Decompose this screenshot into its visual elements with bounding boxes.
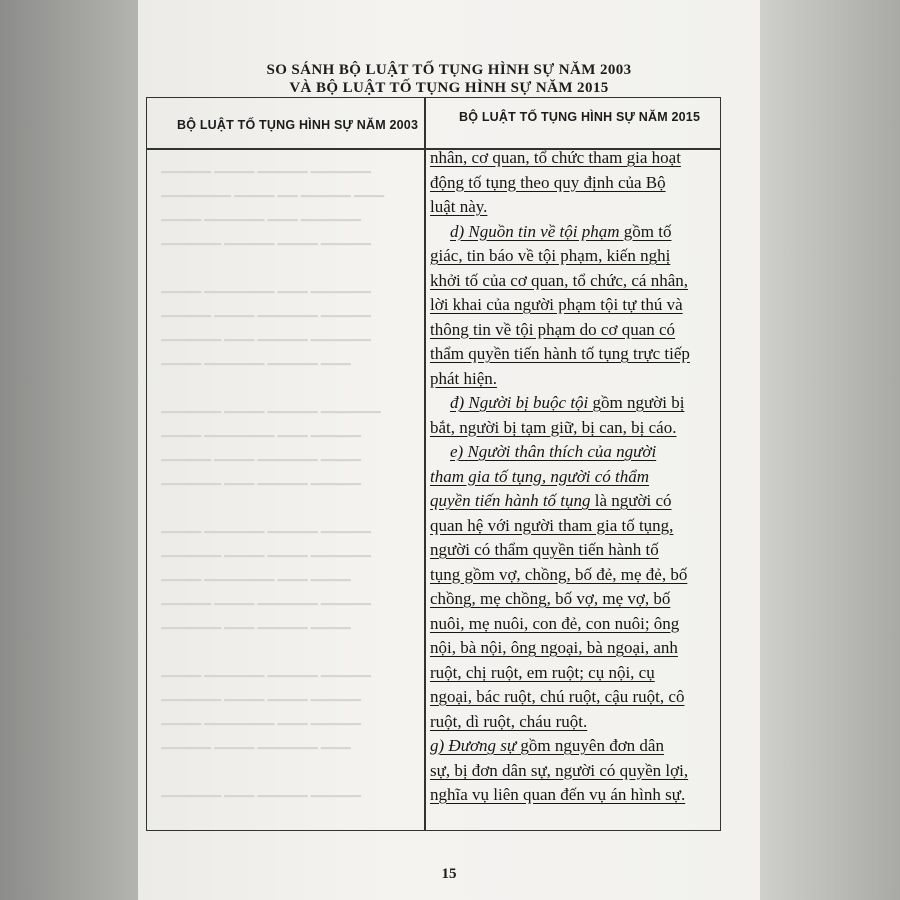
text-line: ruột, chị ruột, em ruột; cụ nội, cụ	[430, 662, 655, 682]
text-line: lời khai của người phạm tội tự thú và	[430, 295, 683, 314]
text-line: nội, bà nội, ông ngoại, bà ngoại, anh	[430, 638, 678, 657]
paragraph-continuation	[430, 146, 710, 220]
paragraph-d	[430, 220, 710, 245]
paragraph-dd	[430, 391, 710, 416]
paragraph-e	[430, 440, 710, 465]
text-line	[450, 220, 710, 245]
text-line	[430, 734, 710, 759]
text-line: giác, tin báo về tội phạm, kiến nghị	[430, 246, 671, 265]
paragraph-d-body	[430, 244, 710, 391]
text-line: quan hệ với người tham gia tố tụng,	[430, 515, 674, 535]
text-line	[450, 391, 710, 416]
text-line: e) Người thân thích của người	[450, 442, 657, 461]
page-title-line-2: VÀ BỘ LUẬT TỐ TỤNG HÌNH SỰ NĂM 2015	[289, 80, 609, 96]
header-2015: BỘ LUẬT TỐ TỤNG HÌNH SỰ NĂM 2015	[459, 110, 701, 124]
text-line: ruột, dì ruột, cháu ruột.	[430, 711, 588, 731]
text-line: luật này.	[430, 197, 488, 216]
paragraph-g-body	[430, 759, 710, 808]
page-title-line-1: SO SÁNH BỘ LUẬT TỐ TỤNG HÌNH SỰ NĂM 2003	[266, 62, 632, 78]
text-fragment: gồm người bị	[588, 393, 685, 412]
text-line: tụng gồm vợ, chồng, bố đẻ, mẹ đẻ, bố	[430, 564, 688, 584]
paragraph-g	[430, 734, 710, 759]
text-fragment: gồm tố	[619, 221, 672, 241]
bleed-through-text: ▁▁▁▁▁ ▁▁▁▁ ▁▁▁▁▁ ▁▁▁▁▁▁ ▁▁▁▁▁▁▁ ▁▁▁▁ ▁▁ ▁▁▁▁▁ ▁▁▁ ▁▁▁▁ ▁▁▁▁▁▁ ▁▁▁ ▁▁▁▁▁▁ ▁▁▁▁▁▁ ▁▁▁▁▁ ▁▁▁▁ ▁▁▁▁▁ ▁▁▁▁ ▁▁▁▁▁▁▁ ▁▁▁ ▁▁▁▁▁▁ ▁▁▁▁▁ ▁▁▁▁ ▁▁▁▁▁▁ ▁▁▁▁▁ ▁▁▁▁▁▁ ▁▁▁ ▁▁▁▁▁ ▁▁▁▁▁▁ ▁▁▁▁ ▁▁▁▁▁▁ ▁▁▁▁▁ ▁▁▁ ▁▁▁▁▁▁ ▁▁▁▁ ▁▁▁▁▁ ▁▁▁▁▁▁ ▁▁▁▁ ▁▁▁▁▁▁▁ ▁▁▁ ▁▁▁▁▁ ▁▁▁▁▁ ▁▁▁▁ ▁▁▁▁▁▁ ▁▁▁▁ ▁▁▁▁▁▁ ▁▁▁ ▁▁▁▁▁ ▁▁▁▁▁ ▁▁▁▁ ▁▁▁▁▁▁ ▁▁▁▁▁ ▁▁▁▁▁ ▁▁▁▁▁▁ ▁▁▁▁ ▁▁▁▁ ▁▁▁▁▁▁ ▁▁▁▁ ▁▁▁▁▁▁▁ ▁▁▁ ▁▁▁▁ ▁▁▁▁▁ ▁▁▁▁ ▁▁▁▁▁▁ ▁▁▁▁▁ ▁▁▁▁▁▁ ▁▁▁ ▁▁▁▁▁ ▁▁▁▁ ▁▁▁▁ ▁▁▁▁▁▁ ▁▁▁▁▁ ▁▁▁▁▁ ▁▁▁▁▁▁ ▁▁▁▁ ▁▁▁▁ ▁▁▁▁▁ ▁▁▁▁ ▁▁▁▁▁▁▁ ▁▁▁ ▁▁▁▁▁ ▁▁▁▁▁ ▁▁▁▁ ▁▁▁▁▁▁ ▁▁▁ ▁▁▁▁▁▁ ▁▁▁ ▁▁▁▁▁ ▁▁▁▁▁	[161, 158, 384, 797]
book-page	[138, 0, 760, 900]
text-line	[430, 489, 710, 514]
text-line: thông tin về tội phạm do cơ quan có	[430, 319, 676, 339]
background-right	[760, 0, 900, 900]
paragraph-dd-body	[430, 416, 710, 441]
text-line: nhân, cơ quan, tổ chức tham gia hoạt	[430, 148, 681, 167]
text-line: chồng, mẹ chồng, bố vợ, mẹ vợ, bố	[430, 589, 671, 608]
text-line: nuôi, mẹ nuôi, con đẻ, con nuôi; ông	[430, 613, 680, 633]
text-line: sự, bị đơn dân sự, người có quyền lợi,	[430, 760, 689, 780]
text-line: bắt, người bị tạm giữ, bị can, bị cáo.	[430, 417, 677, 437]
column-divider	[424, 98, 426, 830]
text-line: người có thẩm quyền tiến hành tố	[430, 540, 659, 559]
comparison-table	[146, 97, 721, 831]
text-line: khởi tố của cơ quan, tổ chức, cá nhân,	[430, 270, 689, 290]
page-number: 15	[441, 866, 457, 882]
term-nguon-tin: d) Nguồn tin về tội phạm	[450, 221, 620, 241]
text-fragment: là người có	[590, 491, 672, 510]
text-fragment: gồm nguyên đơn dân	[516, 736, 664, 755]
background-left	[0, 0, 138, 900]
text-line: động tố tụng theo quy định của Bộ	[430, 172, 666, 192]
column-2015-content	[430, 146, 710, 808]
term-duong-su: g) Đương sự	[430, 736, 517, 755]
term-nguoi-than-thich: quyền tiến hành tố tụng	[430, 491, 591, 510]
text-line: ngoại, bác ruột, chú ruột, cậu ruột, cô	[430, 687, 685, 706]
term-nguoi-bi-buoc-toi: đ) Người bị buộc tội	[450, 393, 589, 412]
text-line: thẩm quyền tiến hành tố tụng trực tiếp	[430, 344, 690, 363]
paragraph-e-body	[430, 465, 710, 735]
text-line: phát hiện.	[430, 368, 498, 388]
text-line: nghĩa vụ liên quan đến vụ án hình sự.	[430, 785, 686, 804]
text-line: tham gia tố tụng, người có thẩm	[430, 466, 650, 486]
header-2003: BỘ LUẬT TỐ TỤNG HÌNH SỰ NĂM 2003	[177, 118, 419, 132]
